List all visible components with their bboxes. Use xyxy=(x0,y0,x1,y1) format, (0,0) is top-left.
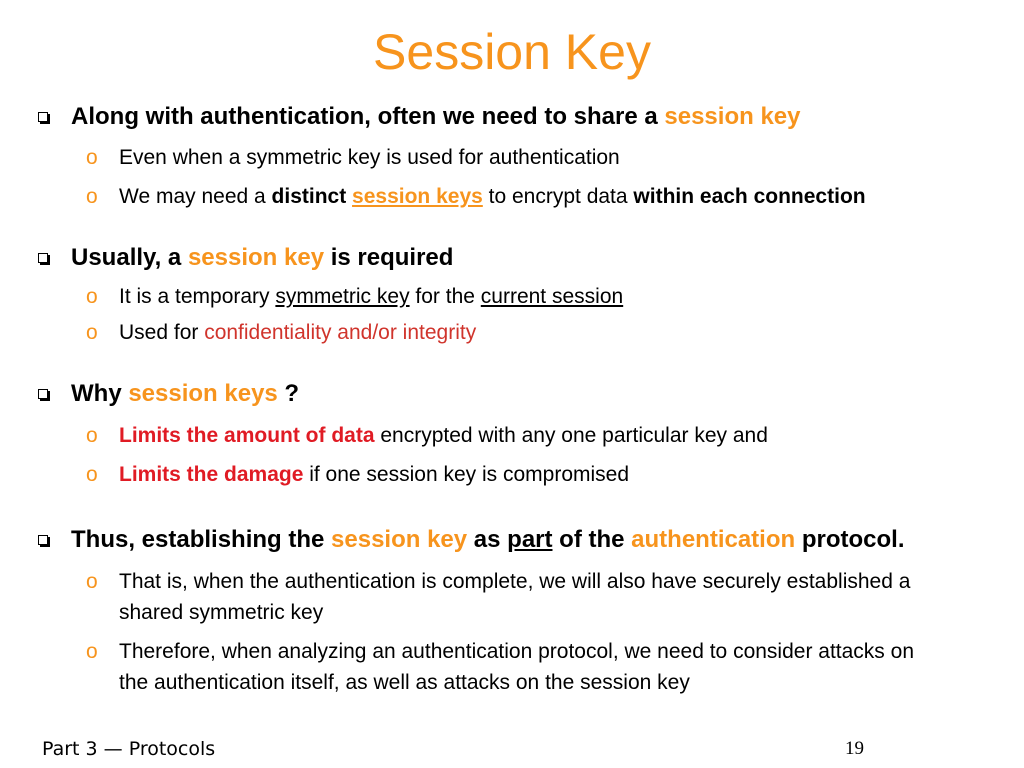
bullet-text: Why session keys ? xyxy=(71,380,300,407)
sub-bullet xyxy=(86,566,926,628)
bullet-text: Usually, a session key is required xyxy=(71,244,454,271)
sub-bullet xyxy=(86,420,926,451)
bullet-establishing-session-key xyxy=(38,526,905,554)
sub-bullet xyxy=(86,459,926,490)
sub-bullet-text: Even when a symmetric key is used for authentication xyxy=(119,146,620,169)
sub-bullet xyxy=(86,281,926,312)
circle-bullet-icon: o xyxy=(86,570,98,593)
square-bullet-icon xyxy=(38,112,48,122)
square-bullet-icon xyxy=(38,389,48,399)
page-number: 19 xyxy=(845,738,864,759)
bullet-why-session-keys xyxy=(38,380,299,408)
sub-bullet-text: Limits the amount of data encrypted with any one particular key and xyxy=(119,424,768,447)
circle-bullet-icon: o xyxy=(86,463,98,486)
sub-bullet-text: We may need a distinct session keys to encrypt data within each connection xyxy=(119,185,866,208)
circle-bullet-icon: o xyxy=(86,185,98,208)
bullet-text: Thus, establishing the session key as part of the authentication protocol. xyxy=(71,526,905,553)
sub-bullet xyxy=(86,142,926,173)
bullet-session-key-required xyxy=(38,244,453,272)
bullet-session-key-sharing xyxy=(38,103,800,131)
sub-bullet xyxy=(86,636,926,698)
footer-section-label: Part 3 — Protocols xyxy=(42,738,216,760)
sub-bullet xyxy=(86,317,926,348)
sub-bullet xyxy=(86,181,926,212)
sub-bullet-text: That is, when the authentication is complete, we will also have securely established a shared symmetric key xyxy=(119,570,911,624)
circle-bullet-icon: o xyxy=(86,285,98,308)
sub-bullet-text: Used for confidentiality and/or integrity xyxy=(119,321,477,344)
circle-bullet-icon: o xyxy=(86,424,98,447)
sub-bullet-text: Limits the damage if one session key is compromised xyxy=(119,463,630,486)
sub-bullet-text: Therefore, when analyzing an authentication protocol, we need to consider attacks on the authentication itself, as well as attacks on the session key xyxy=(119,640,914,694)
square-bullet-icon xyxy=(38,535,48,545)
circle-bullet-icon: o xyxy=(86,321,98,344)
sub-bullet-text: It is a temporary symmetric key for the current session xyxy=(119,285,624,308)
square-bullet-icon xyxy=(38,253,48,263)
page-title: Session Key xyxy=(373,24,651,80)
bullet-text: Along with authentication, often we need to share a session key xyxy=(71,103,801,130)
circle-bullet-icon: o xyxy=(86,146,98,169)
circle-bullet-icon: o xyxy=(86,640,98,663)
